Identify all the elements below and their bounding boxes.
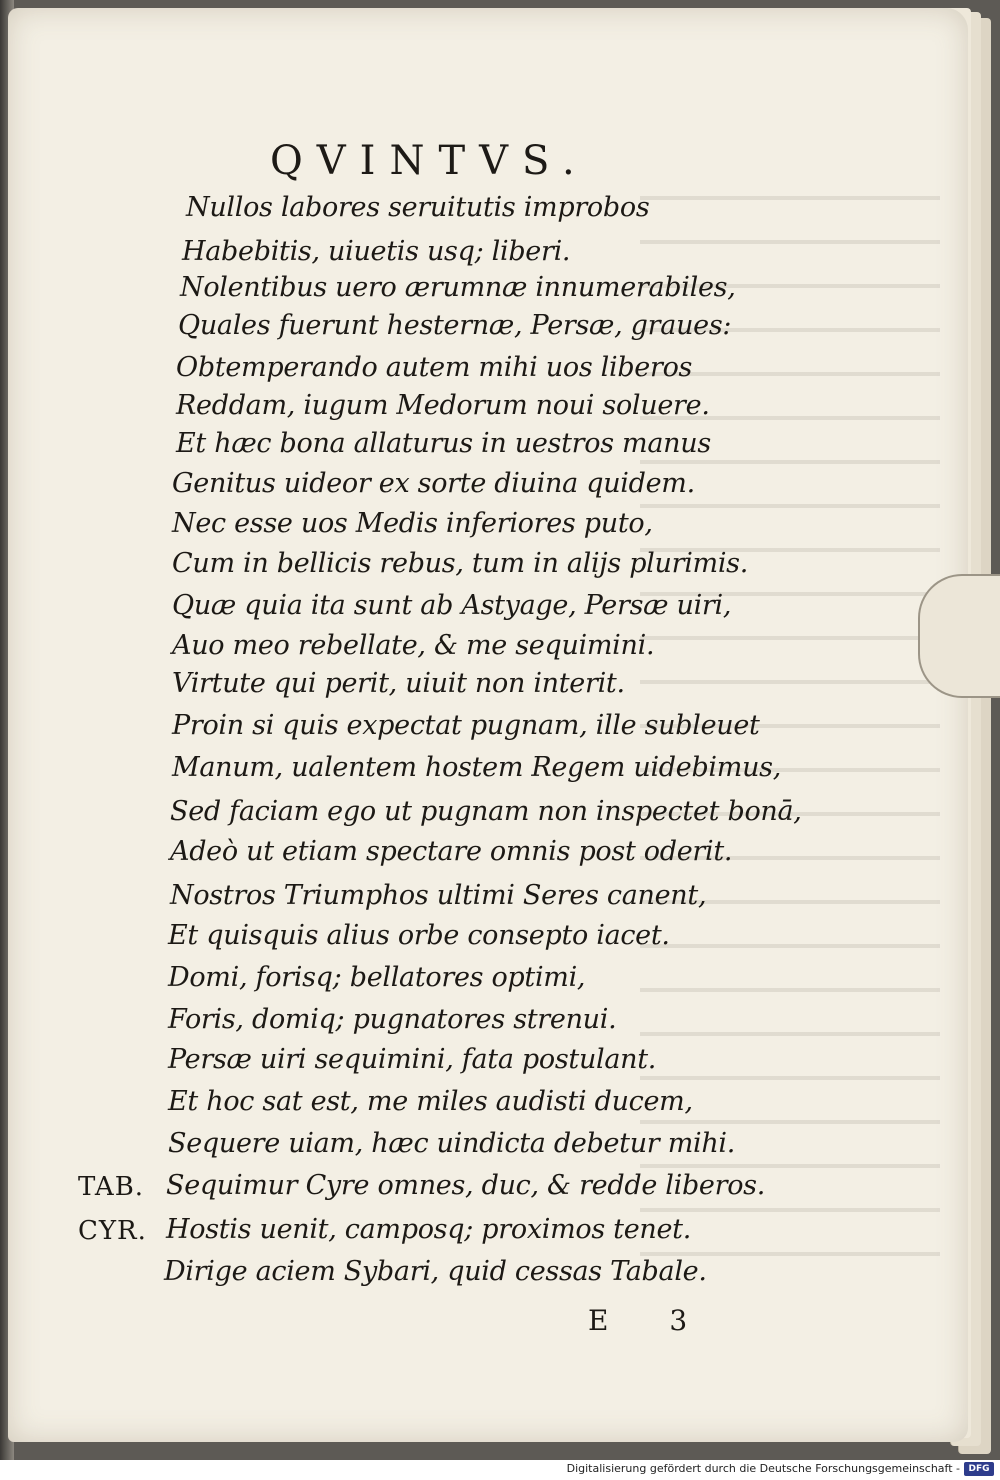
verse-line: Et hoc sat est, me miles audisti ducem, [168, 1086, 693, 1117]
verse-line: Cum in bellicis rebus, tum in alijs plurimis. [172, 548, 749, 579]
verse-line: Habebitis, uiuetis usq; liberi. [182, 236, 571, 267]
verse-line: Nostros Triumphos ultimi Seres canent, [170, 880, 707, 911]
speaker-label: TAB. [78, 1172, 145, 1202]
verse-line: Et hæc bona allaturus in uestros manus [176, 428, 711, 459]
verse-line: Genitus uideor ex sorte diuina quidem. [172, 468, 695, 499]
verse-line: Auo meo rebellate, & me sequimini. [172, 630, 655, 661]
verse-line: Sed faciam ego ut pugnam non inspectet bonā, [170, 796, 802, 827]
verse-line: Virtute qui perit, uiuit non interit. [172, 668, 625, 699]
verse-line: Reddam, iugum Medorum noui soluere. [176, 390, 710, 421]
page-clip-tab [918, 574, 1000, 698]
verse-line: Manum, ualentem hostem Regem uidebimus, [172, 752, 781, 783]
verse-line: Persæ uiri sequimini, fata postulant. [168, 1044, 657, 1075]
verse-line: Nullos labores seruitutis improbos [186, 192, 650, 223]
funding-notice: Digitalisierung gefördert durch die Deutsche Forschungsgemeinschaft - [566, 1462, 960, 1475]
verse-line: Nec esse uos Medis inferiores puto, [172, 508, 653, 539]
signature-mark: E 3 [588, 1304, 714, 1337]
verse-line: Quales fuerunt hesternæ, Persæ, graues: [178, 310, 732, 341]
verse-line: Adeò ut etiam spectare omnis post oderit. [170, 836, 733, 867]
verse-line: Domi, forisq; bellatores optimi, [168, 962, 586, 993]
verse-line: Obtemperando autem mihi uos liberos [176, 352, 693, 383]
verse-line: Sequere uiam, hæc uindicta debetur mihi. [168, 1128, 736, 1159]
verse-line: Nolentibus uero ærumnæ innumerabiles, [180, 272, 736, 303]
running-header: QVINTVS. [270, 138, 589, 184]
verse-line: Quæ quia ita sunt ab Astyage, Persæ uiri, [172, 590, 732, 621]
dfg-logo: DFG [964, 1462, 994, 1476]
verse-line: Proin si quis expectat pugnam, ille subleuet [172, 710, 760, 741]
verse-line: Sequimur Cyre omnes, duc, & redde liberos. [166, 1170, 766, 1201]
verse-line: Foris, domiq; pugnatores strenui. [168, 1004, 617, 1035]
verse-line: Dirige aciem Sybari, quid cessas Tabale. [164, 1256, 707, 1287]
speaker-label: CYR. [78, 1216, 147, 1246]
footer-bar [0, 1460, 1000, 1480]
verse-line: Et quisquis alius orbe consepto iacet. [168, 920, 670, 951]
verse-line: Hostis uenit, camposq; proximos tenet. [166, 1214, 692, 1245]
